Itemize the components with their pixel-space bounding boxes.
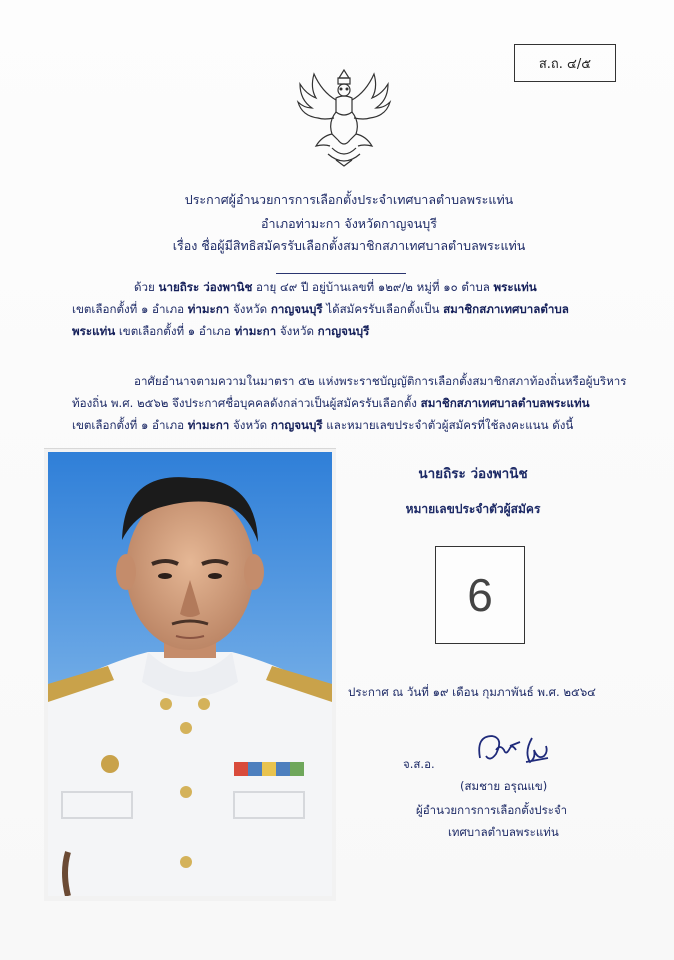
candidate-name: นายถิระ ว่องพานิช [418, 466, 528, 482]
para2-text: และหมายเลขประจำตัวผู้สมัครที่ใช้ลงคะแนน ดังนี้ [322, 418, 574, 432]
para2-text: ท้องถิ่น พ.ศ. ๒๕๖๒ จึงประกาศชื่อบุคคลดังกล่าวเป็นผู้สมัครรับเลือกตั้ง [72, 396, 421, 410]
para1-text: ได้สมัครรับเลือกตั้งเป็น [322, 302, 444, 316]
para1-position-cont: พระแท่น [72, 324, 116, 338]
para1-text: เขตเลือกตั้งที่ ๑ อำเภอ [72, 302, 188, 316]
candidate-number-label: หมายเลขประจำตัวผู้สมัคร [405, 502, 541, 516]
paragraph-candidate-info [72, 276, 612, 342]
para1-province: กาญจนบุรี [317, 324, 370, 338]
para1-text: ด้วย [134, 280, 159, 294]
para2-text: เขตเลือกตั้งที่ ๑ อำเภอ [72, 418, 188, 432]
header-location: อำเภอท่ามะกา จังหวัดกาญจนบุรี [261, 216, 437, 231]
signer-position: ผู้อำนวยการการเลือกตั้งประจำ [416, 803, 568, 817]
candidate-photo [48, 452, 332, 896]
signer-position-cont: เทศบาลตำบลพระแท่น [448, 825, 559, 839]
para2-position: สมาชิกสภาเทศบาลตำบลพระแท่น [420, 396, 590, 410]
para1-province: กาญจนบุรี [270, 302, 323, 316]
para1-text: อายุ ๔๙ ปี อยู่บ้านเลขที่ ๑๒๙/๒ หมู่ที่ ๑๐ ตำบล [252, 280, 494, 294]
para2-text: จังหวัด [229, 418, 271, 432]
signer-rank: จ.ส.อ. [403, 757, 435, 771]
para1-text: เขตเลือกตั้งที่ ๑ อำเภอ [115, 324, 235, 338]
header-subject: เรื่อง ชื่อผู้มีสิทธิสมัครรับเลือกตั้งสมาชิกสภาเทศบาลตำบลพระแท่น [172, 238, 526, 253]
paragraph-legal-basis [72, 370, 627, 436]
para1-district: ท่ามะกา [187, 302, 230, 316]
garuda-emblem [292, 62, 396, 168]
announcement-date: ประกาศ ณ วันที่ ๑๙ เดือน กุมภาพันธ์ พ.ศ. ๒๕๖๔ [348, 685, 596, 699]
form-code-box: ส.ถ. ๔/๕ [514, 44, 616, 82]
para1-text: จังหวัด [276, 324, 318, 338]
header-title: ประกาศผู้อำนวยการการเลือกตั้งประจำเทศบาลตำบลพระแท่น [184, 192, 514, 207]
para1-candidate-name: นายถิระ ว่องพานิช [158, 280, 253, 294]
candidate-number-box: 6 [435, 546, 525, 644]
para1-position: สมาชิกสภาเทศบาลตำบล [443, 302, 569, 316]
para2-province: กาญจนบุรี [270, 418, 323, 432]
handwritten-signature [474, 728, 554, 770]
signer-name: (สมชาย อรุณแข) [460, 779, 548, 793]
para1-text: จังหวัด [229, 302, 271, 316]
para1-subdistrict: พระแท่น [493, 280, 537, 294]
para1-district: ท่ามะกา [234, 324, 277, 338]
para2-district: ท่ามะกา [187, 418, 230, 432]
para2-text: อาศัยอำนาจตามความในมาตรา ๕๒ แห่งพระราชบัญญัติการเลือกตั้งสมาชิกสภาท้องถิ่นหรือผู้บริหาร [134, 374, 627, 388]
header-divider [276, 273, 406, 274]
